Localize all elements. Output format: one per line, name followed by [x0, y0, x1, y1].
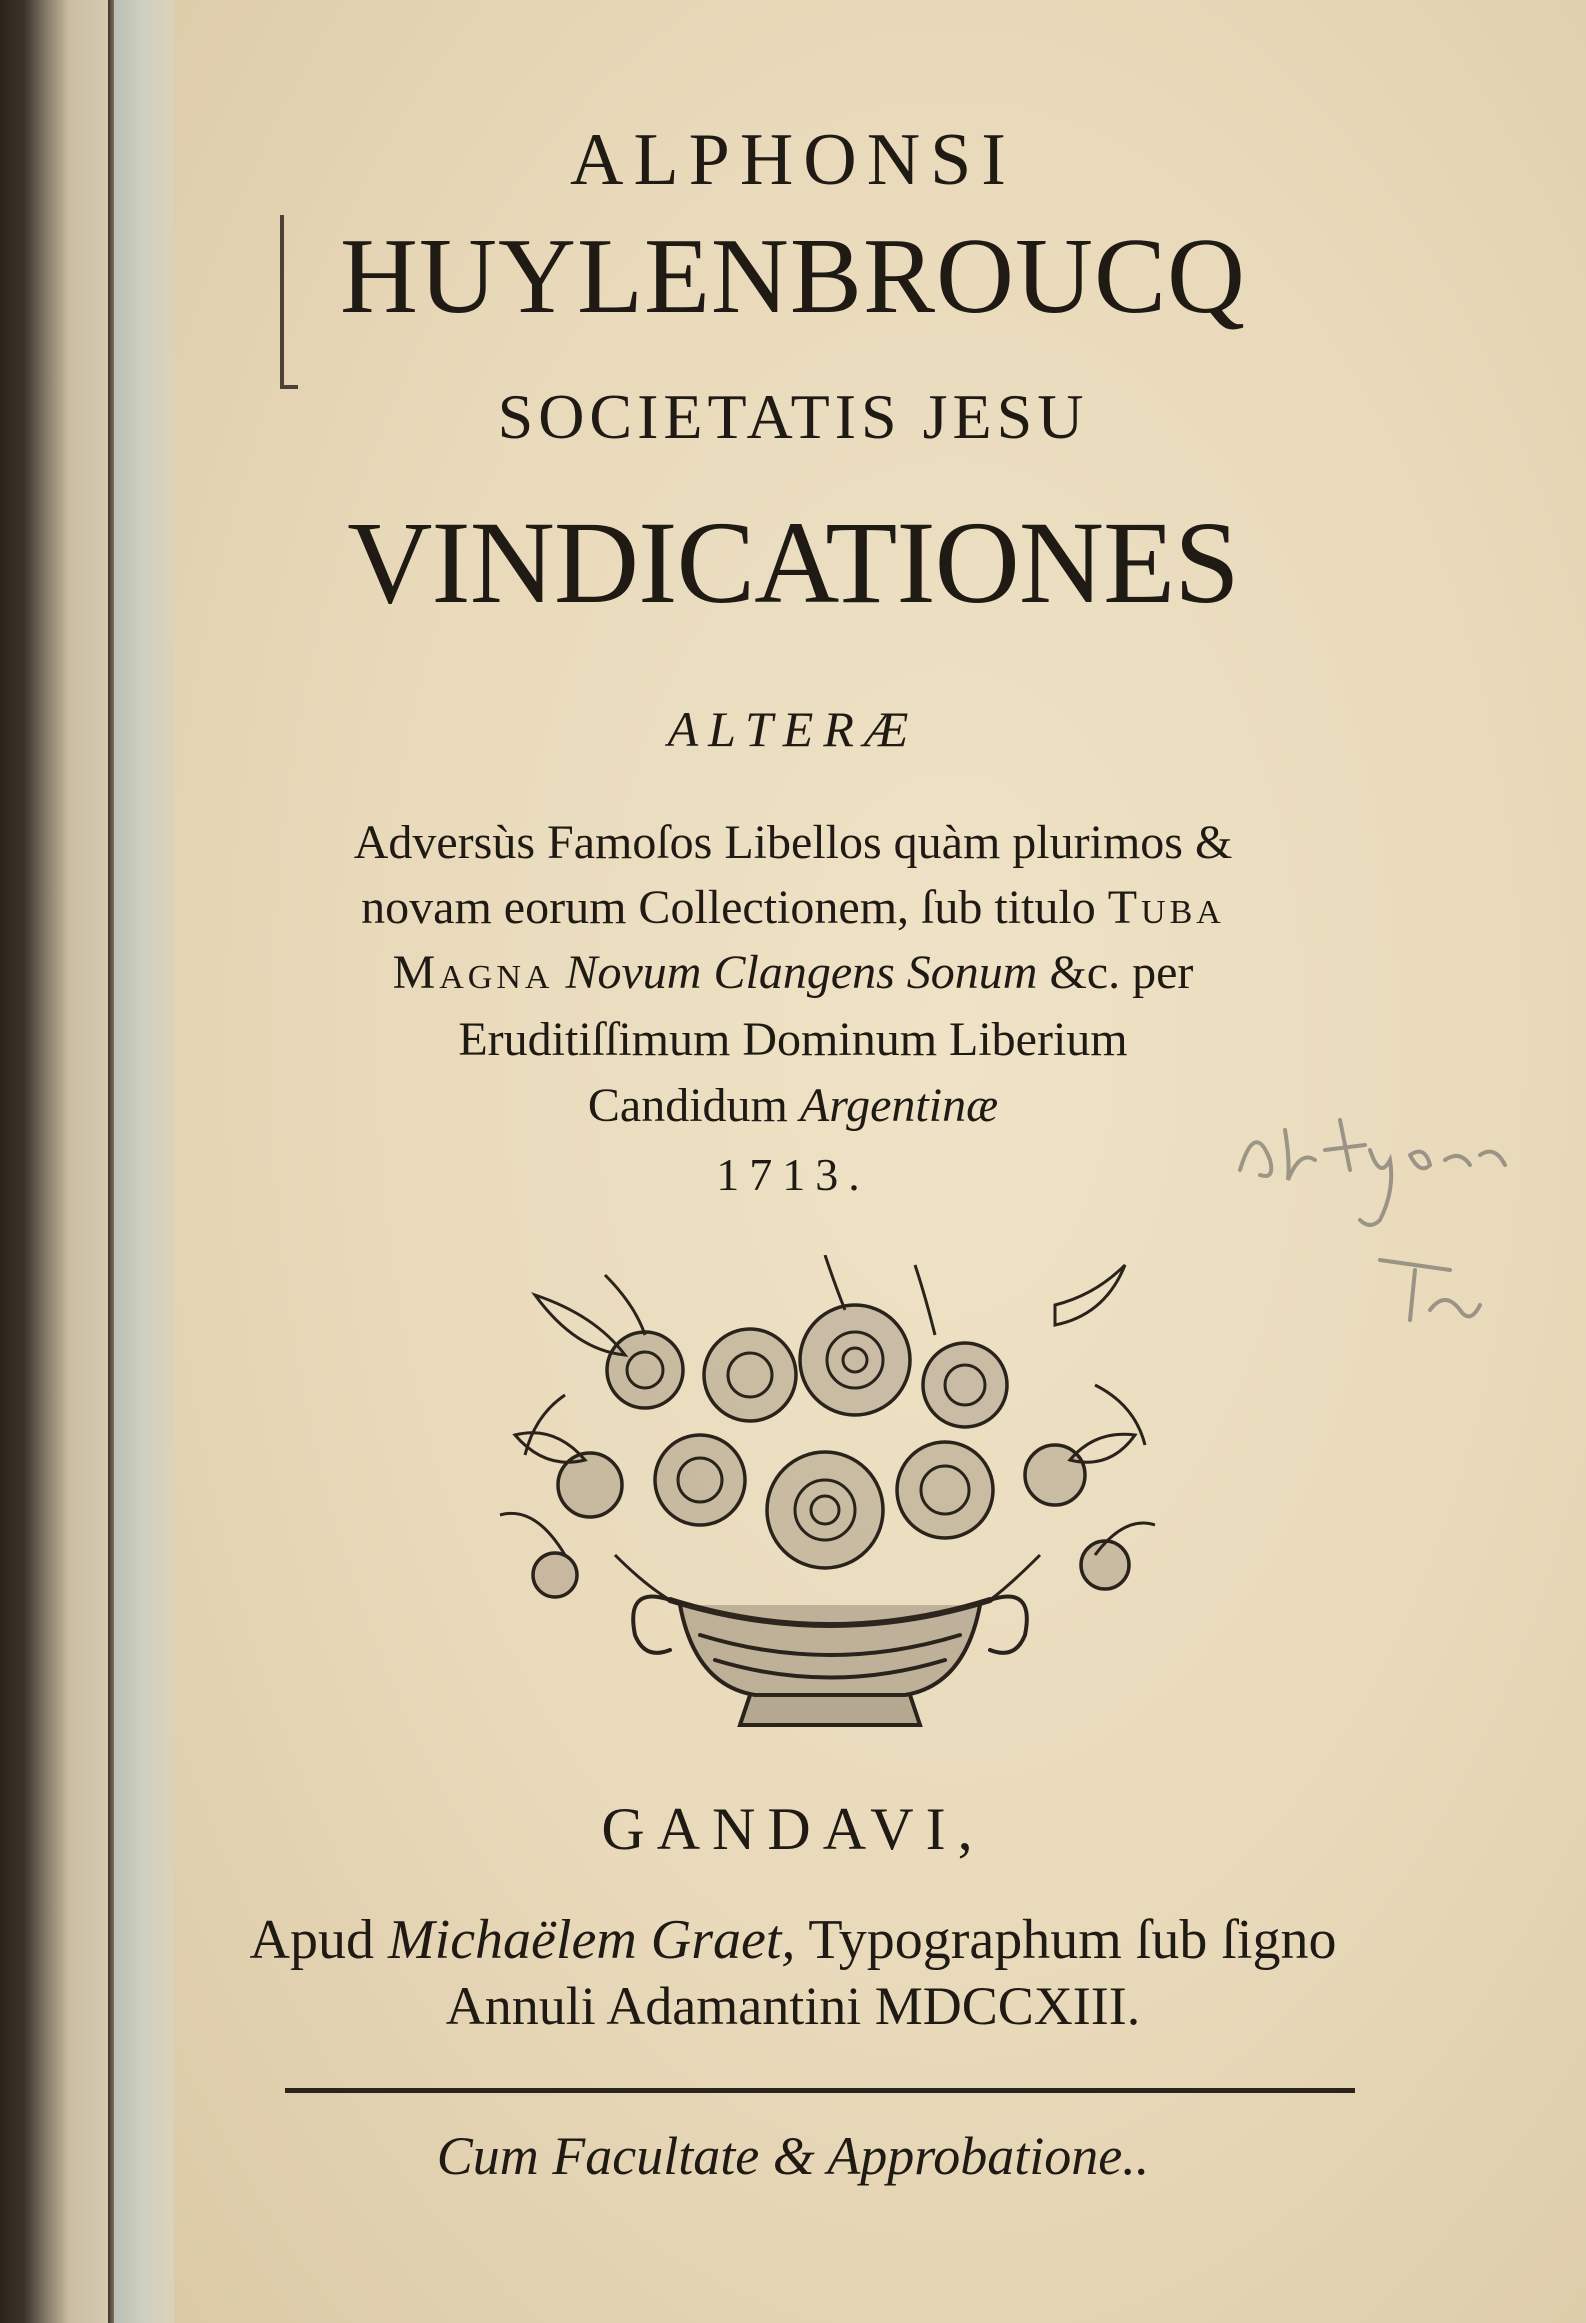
author-first-name: ALPHONSI	[570, 119, 1016, 201]
subtitle-line-2-text: novam eorum Collectionem, ſub titulo	[361, 881, 1096, 934]
imprint-sign-date: Annuli Adamantini MDCCXIII.	[445, 1976, 1141, 2036]
flower-basket-ornament	[495, 1255, 1165, 1735]
subtitle-candidum: Candidum	[587, 1079, 788, 1132]
subtitle-tuba: Tuba	[1107, 881, 1225, 934]
imprint-printer-line	[0, 1908, 1586, 1972]
subtitle-argentinae: Argentinæ	[799, 1079, 999, 1132]
pencil-margin-annotation	[1230, 1110, 1570, 1370]
colophon-approbation: Cum Facultate & Approbatione..	[436, 2126, 1150, 2186]
author-last-name: HUYLENBROUCQ	[339, 217, 1246, 336]
subtitle-magna: Magna	[392, 946, 554, 999]
imprint-typographum: Typographum ſub ſigno	[808, 1909, 1337, 1971]
subtitle-line-1: Adversùs Famoſos Libellos quàm plurimos &	[353, 816, 1233, 869]
work-title: VINDICATIONES	[347, 497, 1239, 628]
subtitle-etc-per: &c. per	[1049, 946, 1194, 999]
imprint-apud: Apud	[249, 1909, 374, 1971]
horizontal-rule	[285, 2088, 1355, 2093]
subtitle-novum-clangens: Novum Clangens Sonum	[565, 946, 1038, 999]
imprint-place: GANDAVI,	[601, 1796, 985, 1862]
edition-label: ALTERÆ	[667, 701, 919, 757]
author-order: SOCIETATIS JESU	[497, 381, 1089, 452]
subtitle-line-2	[0, 880, 1586, 935]
publication-year: 1713.	[716, 1149, 870, 1200]
imprint-printer-name: Michaëlem Graet,	[387, 1909, 796, 1971]
subtitle-line-3	[0, 945, 1586, 1000]
subtitle-line-4: Eruditiſſimum Dominum Liberium	[458, 1013, 1128, 1066]
